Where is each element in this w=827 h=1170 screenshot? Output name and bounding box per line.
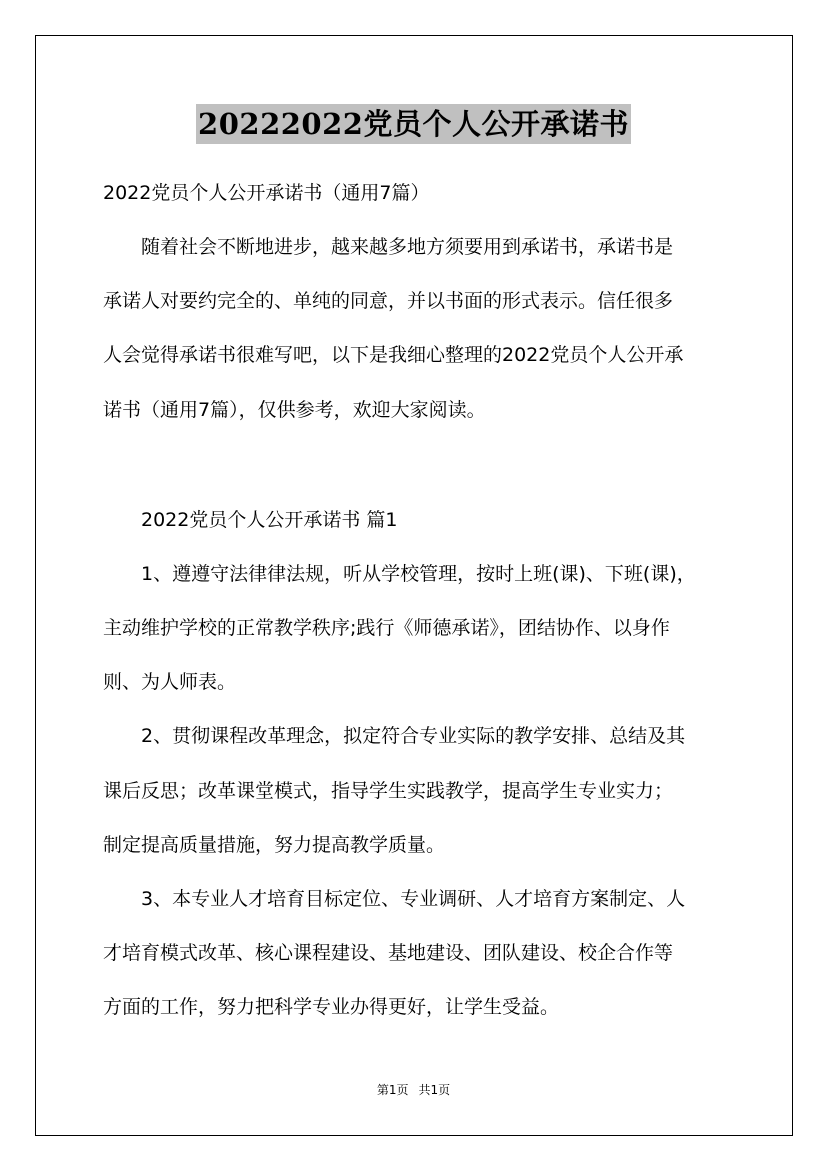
intro-line: 随着社会不断地进步，越来越多地方须要用到承诺书，承诺书是: [103, 236, 674, 258]
document-title: 20222022党员个人公开承诺书: [196, 104, 631, 144]
intro-line: 承诺人对要约完全的、单纯的同意，并以书面的形式表示。信任很多: [103, 290, 674, 312]
item-3-line: 3、本专业人才培育目标定位、专业调研、人才培育方案制定、人: [103, 888, 686, 910]
item-1-line: 1、遵遵守法律律法规，听从学校管理，按时上班(课)、下班(课)，: [103, 563, 696, 585]
item-2-line: 2、贯彻课程改革理念，拟定符合专业实际的教学安排、总结及其: [103, 725, 686, 747]
item-2-line: 制定提高质量措施，努力提高教学质量。: [103, 834, 446, 856]
section-heading: 2022党员个人公开承诺书 篇1: [103, 509, 398, 531]
page-number: 第1页: [376, 1083, 409, 1097]
intro-line: 诺书（通用7篇），仅供参考，欢迎大家阅读。: [103, 399, 486, 421]
item-1-line: 则、为人师表。: [103, 671, 237, 693]
item-3-line: 方面的工作，努力把科学专业办得更好，让学生受益。: [103, 996, 560, 1018]
item-2-line: 课后反思；改革课堂模式，指导学生实践教学，提高学生专业实力；: [103, 780, 674, 802]
page-footer: [0, 1082, 827, 1098]
title-container: [0, 104, 827, 144]
document-subtitle: 2022党员个人公开承诺书（通用7篇）: [103, 182, 430, 204]
item-3-line: 才培育模式改革、核心课程建设、基地建设、团队建设、校企合作等: [103, 942, 674, 964]
intro-line: 人会觉得承诺书很难写吧，以下是我细心整理的2022党员个人公开承: [103, 344, 684, 366]
page-total: 共1页: [418, 1083, 451, 1097]
item-1-line: 主动维护学校的正常教学秩序;践行《师德承诺》，团结协作、以身作: [103, 617, 670, 639]
